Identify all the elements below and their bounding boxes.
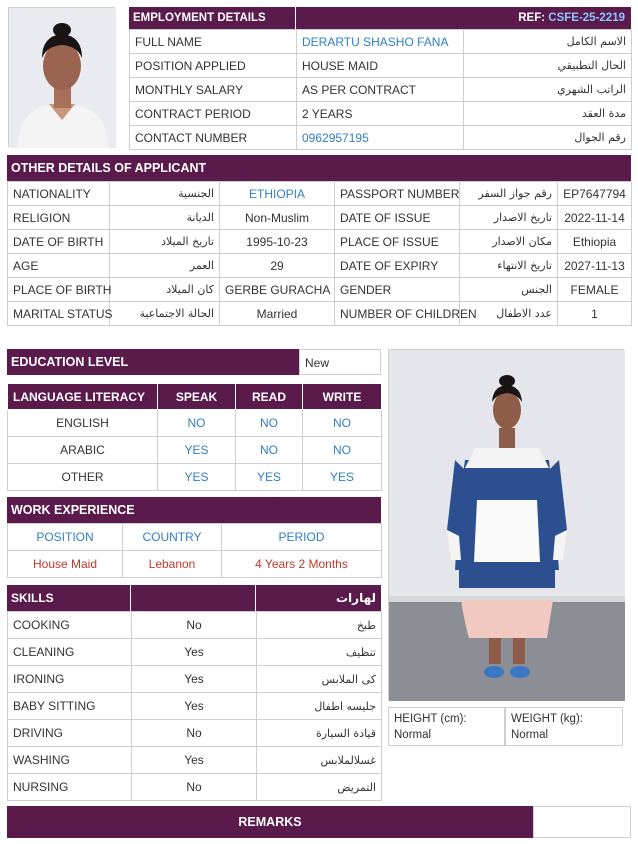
cell: No xyxy=(132,774,257,801)
cell: DATE OF EXPIRY xyxy=(335,254,460,278)
cell-ar: الجنس xyxy=(460,278,558,302)
table-row xyxy=(130,102,632,126)
cell: PASSPORT NUMBER xyxy=(335,182,460,206)
col-header: READ xyxy=(236,384,303,410)
cell-ar: غسلالملابس xyxy=(257,747,382,774)
cell: CLEANING xyxy=(8,639,132,666)
height-label: HEIGHT (cm): xyxy=(394,713,467,725)
cell-ar: جليسه اطفال xyxy=(257,693,382,720)
row-value: HOUSE MAID xyxy=(297,54,464,78)
employment-table xyxy=(129,29,632,150)
table-row xyxy=(130,126,632,150)
col-header: WRITE xyxy=(303,384,382,410)
employment-title: EMPLOYMENT DETAILS xyxy=(133,12,266,24)
row-value: DERARTU SHASHO FANA xyxy=(297,30,464,54)
table-header xyxy=(8,384,382,410)
skills-title-ar: لهارات xyxy=(335,591,376,605)
row-label-ar: مدة العقد xyxy=(464,102,632,126)
cell: ENGLISH xyxy=(8,410,158,437)
cell-value: 29 xyxy=(220,254,335,278)
cell-value: 1995-10-23 xyxy=(220,230,335,254)
height-value: Normal xyxy=(394,729,432,741)
table-row xyxy=(8,206,632,230)
cell: NATIONALITY xyxy=(8,182,110,206)
cell: Yes xyxy=(132,666,257,693)
table-row xyxy=(8,639,382,666)
row-label: CONTACT NUMBER xyxy=(130,126,297,150)
cell-value: Non-Muslim xyxy=(220,206,335,230)
cell-ar: تاريخ الاصدار xyxy=(460,206,558,230)
weight-box xyxy=(505,707,623,746)
portrait-photo xyxy=(8,7,115,147)
cell: House Maid xyxy=(8,551,123,578)
cell: COOKING xyxy=(8,612,132,639)
full-body-photo xyxy=(388,349,624,700)
weight-label: WEIGHT (kg): xyxy=(511,713,583,725)
row-label: MONTHLY SALARY xyxy=(130,78,297,102)
cell-ar: قيادة السيارة xyxy=(257,720,382,747)
cell-value: GERBE GURACHA xyxy=(220,278,335,302)
table-row xyxy=(8,437,382,464)
cell-ar: العمر xyxy=(110,254,220,278)
cell-ar: طبخ xyxy=(257,612,382,639)
work-experience-header: WORK EXPERIENCE xyxy=(7,497,381,523)
row-value: 0962957195 xyxy=(297,126,464,150)
cell: Yes xyxy=(132,747,257,774)
cell-ar: التمريض xyxy=(257,774,382,801)
cell: AGE xyxy=(8,254,110,278)
cell: YES xyxy=(303,464,382,491)
skills-table xyxy=(7,611,382,801)
col-header: COUNTRY xyxy=(123,524,222,551)
table-row xyxy=(8,774,382,801)
cell-ar: تنظيف xyxy=(257,639,382,666)
col-header: POSITION xyxy=(8,524,123,551)
row-label: CONTRACT PERIOD xyxy=(130,102,297,126)
cell-ar: مكان الاصدار xyxy=(460,230,558,254)
cell-value: 1 xyxy=(558,302,632,326)
row-label-ar: الاسم الكامل xyxy=(464,30,632,54)
table-row xyxy=(8,278,632,302)
cell: NUMBER OF CHILDREN xyxy=(335,302,460,326)
col-header: PERIOD xyxy=(222,524,382,551)
cell-ar: تاريخ الميلاد xyxy=(110,230,220,254)
table-row xyxy=(8,666,382,693)
table-row xyxy=(130,54,632,78)
height-box xyxy=(388,707,505,746)
cell: PLACE OF ISSUE xyxy=(335,230,460,254)
cell: NO xyxy=(158,410,236,437)
cell: RELIGION xyxy=(8,206,110,230)
cell-value: FEMALE xyxy=(558,278,632,302)
cell: Yes xyxy=(132,693,257,720)
table-row xyxy=(8,693,382,720)
cell-ar: عدد الاطفال xyxy=(460,302,558,326)
table-header xyxy=(8,524,382,551)
table-row xyxy=(8,410,382,437)
table-row xyxy=(130,78,632,102)
cell: Yes xyxy=(132,639,257,666)
cell: No xyxy=(132,720,257,747)
weight-value: Normal xyxy=(511,729,549,741)
cell-ar: الحالة الاجتماعية xyxy=(110,302,220,326)
cell-ar: كى الملابس xyxy=(257,666,382,693)
cell: NURSING xyxy=(8,774,132,801)
cell: YES xyxy=(236,464,303,491)
cell: No xyxy=(132,612,257,639)
col-header: LANGUAGE LITERACY xyxy=(8,384,158,410)
cell: DRIVING xyxy=(8,720,132,747)
education-value: New xyxy=(299,349,381,375)
table-row xyxy=(8,254,632,278)
cell-ar: تاريخ الانتهاء xyxy=(460,254,558,278)
cell: BABY SITTING xyxy=(8,693,132,720)
row-label: POSITION APPLIED xyxy=(130,54,297,78)
table-row xyxy=(130,30,632,54)
row-value: 2 YEARS xyxy=(297,102,464,126)
table-row xyxy=(8,182,632,206)
cell-value: Married xyxy=(220,302,335,326)
cell: YES xyxy=(158,464,236,491)
cell: PLACE OF BIRTH xyxy=(8,278,110,302)
cell: DATE OF BIRTH xyxy=(8,230,110,254)
ref-label: REF: xyxy=(518,12,546,24)
other-details-header: OTHER DETAILS OF APPLICANT xyxy=(7,155,631,181)
cell: NO xyxy=(303,437,382,464)
row-label-ar: الراتب الشهري xyxy=(464,78,632,102)
ref-value: CSFE-25-2219 xyxy=(548,12,625,24)
work-experience-table xyxy=(7,523,382,578)
cell: ARABIC xyxy=(8,437,158,464)
cell-ar: رقم جواز السفر xyxy=(460,182,558,206)
cell-ar: الجنسية xyxy=(110,182,220,206)
cell-value: 2027-11-13 xyxy=(558,254,632,278)
cell-value: 2022-11-14 xyxy=(558,206,632,230)
cell-ar: كان الميلاد xyxy=(110,278,220,302)
cell-value: EP7647794 xyxy=(558,182,632,206)
cell: NO xyxy=(303,410,382,437)
row-label-ar: رقم الجوال xyxy=(464,126,632,150)
cell-value: ETHIOPIA xyxy=(220,182,335,206)
cell: OTHER xyxy=(8,464,158,491)
table-row xyxy=(8,551,382,578)
cell: WASHING xyxy=(8,747,132,774)
table-row xyxy=(8,612,382,639)
col-header: SPEAK xyxy=(158,384,236,410)
education-label: EDUCATION LEVEL xyxy=(7,349,299,375)
skills-header xyxy=(7,585,381,611)
language-table xyxy=(7,383,382,491)
table-row xyxy=(8,230,632,254)
cell: MARITAL STATUS xyxy=(8,302,110,326)
remarks-box xyxy=(533,806,631,838)
cell: Lebanon xyxy=(123,551,222,578)
cell: NO xyxy=(236,437,303,464)
cell: NO xyxy=(236,410,303,437)
row-label-ar: الحال التطبيقي xyxy=(464,54,632,78)
employment-header xyxy=(129,7,631,29)
table-row xyxy=(8,464,382,491)
skills-title: SKILLS xyxy=(11,591,54,605)
remarks-header: REMARKS xyxy=(7,806,533,838)
table-row xyxy=(8,302,632,326)
cell-ar: الديانة xyxy=(110,206,220,230)
cell: DATE OF ISSUE xyxy=(335,206,460,230)
cell-value: Ethiopia xyxy=(558,230,632,254)
cell: 4 Years 2 Months xyxy=(222,551,382,578)
table-row xyxy=(8,747,382,774)
table-row xyxy=(8,720,382,747)
row-label: FULL NAME xyxy=(130,30,297,54)
cell: YES xyxy=(158,437,236,464)
other-details-table xyxy=(7,181,632,326)
row-value: AS PER CONTRACT xyxy=(297,78,464,102)
cell: IRONING xyxy=(8,666,132,693)
cell: GENDER xyxy=(335,278,460,302)
